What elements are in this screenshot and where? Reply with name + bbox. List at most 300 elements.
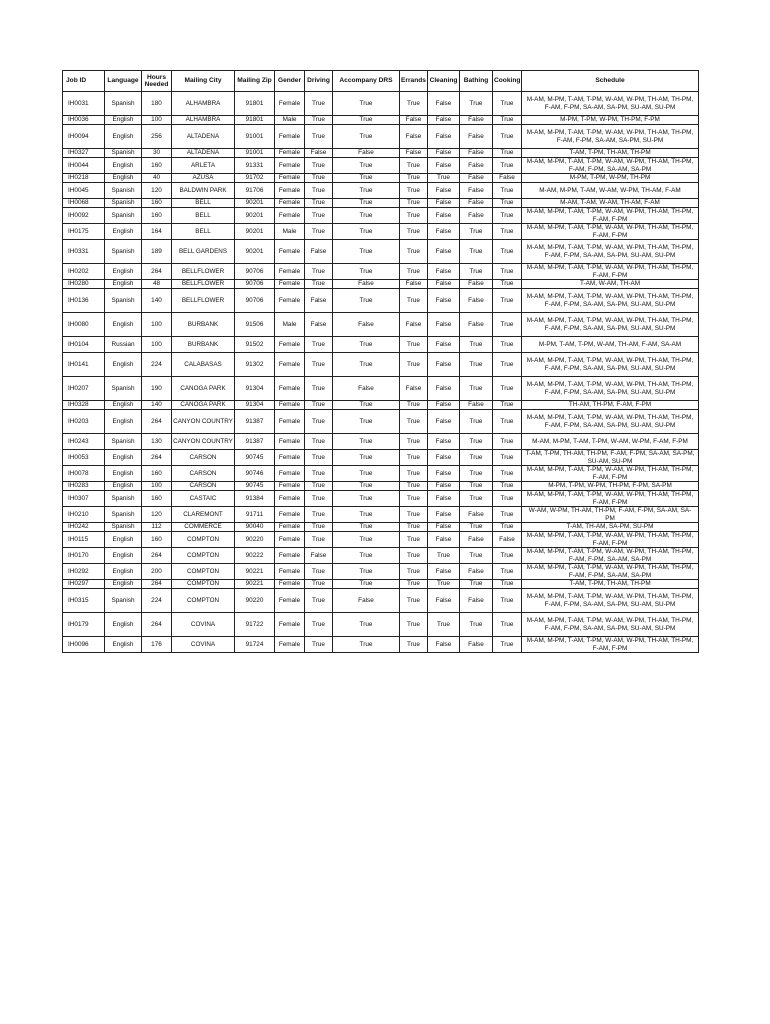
cell-cleaning: False [428, 482, 460, 491]
cell-schedule: T-AM, W-AM, TH-AM [522, 280, 699, 289]
cell-accompany-drs: True [333, 92, 400, 116]
cell-mailing-city: BURBANK [172, 337, 235, 353]
cell-bathing: False [460, 401, 493, 410]
cell-schedule: M-AM, M-PM, T-AM, T-PM, W-AM, W-PM, TH-AM, TH-PM, F-AM, F-PM, SA-AM, SA-PM, SU-AM, SU-PM [522, 410, 699, 434]
cell-bathing: True [460, 434, 493, 450]
cell-mailing-city: BURBANK [172, 313, 235, 337]
cell-mailing-city: ALTADENA [172, 149, 235, 158]
cell-language: English [105, 158, 142, 174]
cell-mailing-zip: 90040 [235, 523, 275, 532]
cell-errands: True [400, 208, 428, 224]
cell-cleaning: False [428, 158, 460, 174]
cell-bathing: False [460, 174, 493, 183]
cell-cooking: True [493, 337, 522, 353]
cell-mailing-zip: 90746 [235, 466, 275, 482]
cell-hours-needed: 140 [142, 289, 172, 313]
cell-bathing: True [460, 450, 493, 466]
cell-cleaning: True [428, 580, 460, 589]
cell-driving: True [305, 116, 333, 125]
cell-accompany-drs: False [333, 313, 400, 337]
cell-accompany-drs: True [333, 466, 400, 482]
cell-mailing-city: CARSON [172, 482, 235, 491]
cell-gender: Female [275, 410, 305, 434]
cell-job-id: IH0036 [63, 116, 105, 125]
cell-cooking: True [493, 401, 522, 410]
cell-language: English [105, 125, 142, 149]
cell-driving: True [305, 92, 333, 116]
cell-accompany-drs: True [333, 401, 400, 410]
header-gender: Gender [275, 71, 305, 92]
cell-mailing-city: COMPTON [172, 580, 235, 589]
cell-job-id: IH0141 [63, 353, 105, 377]
cell-job-id: IH0078 [63, 466, 105, 482]
cell-mailing-city: BALDWIN PARK [172, 183, 235, 199]
table-row [63, 532, 699, 548]
cell-job-id: IH0136 [63, 289, 105, 313]
cell-accompany-drs: True [333, 199, 400, 208]
cell-driving: False [305, 240, 333, 264]
table-row [63, 434, 699, 450]
cell-hours-needed: 100 [142, 116, 172, 125]
cell-language: Spanish [105, 240, 142, 264]
table-row [63, 183, 699, 199]
cell-mailing-zip: 90706 [235, 280, 275, 289]
cell-bathing: True [460, 613, 493, 637]
cell-gender: Female [275, 183, 305, 199]
cell-language: English [105, 174, 142, 183]
cell-driving: True [305, 450, 333, 466]
cell-driving: True [305, 208, 333, 224]
cell-bathing: True [460, 523, 493, 532]
table-row [63, 589, 699, 613]
cell-job-id: IH0307 [63, 491, 105, 507]
cell-driving: True [305, 580, 333, 589]
cell-driving: True [305, 491, 333, 507]
cell-mailing-city: COMPTON [172, 564, 235, 580]
cell-hours-needed: 100 [142, 313, 172, 337]
cell-mailing-city: CALABASAS [172, 353, 235, 377]
table-row [63, 116, 699, 125]
cell-gender: Male [275, 313, 305, 337]
cell-errands: True [400, 523, 428, 532]
cell-schedule: M-AM, M-PM, T-AM, T-PM, W-AM, W-PM, TH-AM, TH-PM, F-AM, F-PM, SA-AM, SA-PM, SU-AM, SU-PM [522, 589, 699, 613]
cell-driving: True [305, 158, 333, 174]
cell-cleaning: False [428, 377, 460, 401]
cell-accompany-drs: True [333, 532, 400, 548]
cell-accompany-drs: True [333, 523, 400, 532]
cell-cooking: True [493, 92, 522, 116]
table-row [63, 564, 699, 580]
cell-accompany-drs: True [333, 125, 400, 149]
cell-job-id: IH0092 [63, 208, 105, 224]
cell-schedule: W-AM, W-PM, TH-AM, TH-PM, F-AM, F-PM, SA-AM, SA-PM [522, 507, 699, 523]
cell-gender: Female [275, 240, 305, 264]
cell-cooking: True [493, 507, 522, 523]
cell-mailing-zip: 90745 [235, 482, 275, 491]
cell-driving: False [305, 548, 333, 564]
cell-errands: True [400, 548, 428, 564]
cell-schedule: M-AM, M-PM, T-AM, T-PM, W-AM, W-PM, F-AM, F-PM [522, 434, 699, 450]
cell-language: Spanish [105, 377, 142, 401]
cell-job-id: IH0175 [63, 224, 105, 240]
cell-errands: True [400, 466, 428, 482]
cell-bathing: False [460, 313, 493, 337]
cell-errands: True [400, 401, 428, 410]
cell-cooking: True [493, 224, 522, 240]
cell-job-id: IH0207 [63, 377, 105, 401]
cell-schedule: T-AM, TH-AM, SA-PM, SU-PM [522, 523, 699, 532]
cell-mailing-city: BELLFLOWER [172, 264, 235, 280]
cell-schedule: M-AM, M-PM, T-AM, T-PM, W-AM, W-PM, TH-AM, TH-PM, F-AM, F-PM [522, 466, 699, 482]
table-row [63, 280, 699, 289]
cell-cooking: True [493, 434, 522, 450]
cell-language: Spanish [105, 589, 142, 613]
cell-bathing: True [460, 482, 493, 491]
cell-mailing-city: CARSON [172, 450, 235, 466]
cell-mailing-city: COMPTON [172, 589, 235, 613]
cell-cleaning: False [428, 264, 460, 280]
cell-accompany-drs: True [333, 264, 400, 280]
cell-cooking: True [493, 580, 522, 589]
cell-job-id: IH0203 [63, 410, 105, 434]
cell-bathing: False [460, 589, 493, 613]
cell-mailing-zip: 91304 [235, 377, 275, 401]
cell-cooking: False [493, 174, 522, 183]
cell-errands: False [400, 313, 428, 337]
table-row [63, 240, 699, 264]
cell-cooking: True [493, 482, 522, 491]
cell-errands: False [400, 149, 428, 158]
table-row [63, 199, 699, 208]
cell-cooking: True [493, 637, 522, 653]
cell-mailing-city: BELL GARDENS [172, 240, 235, 264]
cell-cooking: True [493, 523, 522, 532]
table-row [63, 224, 699, 240]
cell-bathing: False [460, 507, 493, 523]
cell-job-id: IH0104 [63, 337, 105, 353]
cell-gender: Female [275, 149, 305, 158]
cell-driving: True [305, 199, 333, 208]
cell-mailing-city: BELL [172, 224, 235, 240]
cell-driving: True [305, 466, 333, 482]
cell-job-id: IH0202 [63, 264, 105, 280]
cell-language: English [105, 548, 142, 564]
cell-errands: True [400, 337, 428, 353]
cell-driving: True [305, 410, 333, 434]
cell-hours-needed: 256 [142, 125, 172, 149]
cell-mailing-city: CANYON COUNTRY [172, 410, 235, 434]
table-row [63, 613, 699, 637]
cell-mailing-city: CLAREMONT [172, 507, 235, 523]
cell-cleaning: False [428, 313, 460, 337]
cell-mailing-zip: 91387 [235, 434, 275, 450]
cell-cleaning: False [428, 92, 460, 116]
cell-cleaning: False [428, 337, 460, 353]
cell-mailing-zip: 91801 [235, 92, 275, 116]
cell-hours-needed: 140 [142, 401, 172, 410]
cell-gender: Female [275, 491, 305, 507]
cell-cooking: True [493, 199, 522, 208]
cell-mailing-zip: 90221 [235, 564, 275, 580]
cell-driving: True [305, 401, 333, 410]
cell-schedule: T-AM, T-PM, TH-AM, TH-PM [522, 580, 699, 589]
cell-gender: Female [275, 337, 305, 353]
cell-job-id: IH0210 [63, 507, 105, 523]
cell-cleaning: False [428, 491, 460, 507]
cell-driving: False [305, 289, 333, 313]
cell-cooking: True [493, 116, 522, 125]
cell-mailing-zip: 90201 [235, 224, 275, 240]
cell-mailing-zip: 91722 [235, 613, 275, 637]
cell-mailing-city: BELL [172, 199, 235, 208]
cell-accompany-drs: True [333, 289, 400, 313]
cell-accompany-drs: True [333, 637, 400, 653]
cell-language: English [105, 564, 142, 580]
cell-mailing-city: COMPTON [172, 532, 235, 548]
cell-cleaning: False [428, 289, 460, 313]
cell-cooking: True [493, 613, 522, 637]
cell-hours-needed: 264 [142, 264, 172, 280]
cell-driving: True [305, 613, 333, 637]
cell-cleaning: False [428, 637, 460, 653]
cell-bathing: False [460, 289, 493, 313]
cell-job-id: IH0080 [63, 313, 105, 337]
cell-errands: False [400, 116, 428, 125]
cell-schedule: M-AM, M-PM, T-AM, T-PM, W-AM, W-PM, TH-AM, TH-PM, F-AM, F-PM, SA-AM, SA-PM, SU-AM, SU-PM [522, 240, 699, 264]
table-row [63, 548, 699, 564]
cell-job-id: IH0283 [63, 482, 105, 491]
cell-schedule: M-AM, M-PM, T-AM, T-PM, W-AM, W-PM, TH-AM, TH-PM, F-AM, F-PM, SA-AM, SA-PM, SU-PM [522, 125, 699, 149]
table-row [63, 491, 699, 507]
cell-driving: True [305, 507, 333, 523]
cell-language: English [105, 353, 142, 377]
table-row [63, 637, 699, 653]
cell-accompany-drs: False [333, 280, 400, 289]
cell-language: Russian [105, 337, 142, 353]
cell-cleaning: False [428, 466, 460, 482]
cell-gender: Female [275, 532, 305, 548]
cell-schedule: M-AM, M-PM, T-AM, T-PM, W-AM, W-PM, TH-AM, TH-PM, F-AM, F-PM [522, 224, 699, 240]
table-row [63, 264, 699, 280]
cell-accompany-drs: False [333, 589, 400, 613]
header-accompany-drs: Accompany DRS [333, 71, 400, 92]
cell-driving: True [305, 377, 333, 401]
cell-mailing-city: COMMERCE [172, 523, 235, 532]
cell-language: English [105, 224, 142, 240]
cell-hours-needed: 130 [142, 434, 172, 450]
cell-mailing-city: ALTADENA [172, 125, 235, 149]
cell-driving: True [305, 637, 333, 653]
cell-schedule: M-AM, T-AM, W-AM, TH-AM, F-AM [522, 199, 699, 208]
cell-mailing-zip: 91801 [235, 116, 275, 125]
cell-hours-needed: 120 [142, 507, 172, 523]
cell-hours-needed: 264 [142, 450, 172, 466]
cell-mailing-city: ALHAMBRA [172, 116, 235, 125]
cell-driving: True [305, 183, 333, 199]
cell-bathing: True [460, 410, 493, 434]
cell-mailing-city: COVINA [172, 637, 235, 653]
cell-cooking: True [493, 125, 522, 149]
cell-job-id: IH0045 [63, 183, 105, 199]
cell-hours-needed: 224 [142, 589, 172, 613]
cell-language: English [105, 280, 142, 289]
cell-job-id: IH0044 [63, 158, 105, 174]
cell-job-id: IH0115 [63, 532, 105, 548]
cell-mailing-zip: 90706 [235, 264, 275, 280]
cell-errands: True [400, 240, 428, 264]
cell-bathing: False [460, 208, 493, 224]
cell-cooking: True [493, 353, 522, 377]
cell-mailing-zip: 90745 [235, 450, 275, 466]
cell-accompany-drs: True [333, 450, 400, 466]
cell-schedule: M-AM, M-PM, T-AM, T-PM, W-AM, W-PM, TH-AM, TH-PM, F-AM, F-PM, SA-AM, SA-PM, SU-AM, SU-PM [522, 353, 699, 377]
cell-mailing-city: ARLETA [172, 158, 235, 174]
cell-job-id: IH0328 [63, 401, 105, 410]
cell-mailing-zip: 90201 [235, 240, 275, 264]
cell-cooking: True [493, 264, 522, 280]
cell-language: English [105, 482, 142, 491]
cell-mailing-city: CARSON [172, 466, 235, 482]
cell-mailing-city: CASTAIC [172, 491, 235, 507]
cell-gender: Female [275, 377, 305, 401]
cell-gender: Female [275, 289, 305, 313]
cell-hours-needed: 164 [142, 224, 172, 240]
cell-cooking: True [493, 183, 522, 199]
cell-hours-needed: 200 [142, 564, 172, 580]
cell-hours-needed: 189 [142, 240, 172, 264]
cell-gender: Female [275, 589, 305, 613]
cell-errands: True [400, 491, 428, 507]
cell-driving: True [305, 353, 333, 377]
cell-hours-needed: 160 [142, 532, 172, 548]
table-body [63, 92, 699, 653]
table-row [63, 482, 699, 491]
cell-cooking: True [493, 589, 522, 613]
cell-gender: Female [275, 125, 305, 149]
cell-schedule: M-AM, M-PM, T-AM, T-PM, W-AM, W-PM, TH-AM, TH-PM, F-AM, F-PM [522, 532, 699, 548]
cell-gender: Female [275, 523, 305, 532]
cell-schedule: T-AM, T-PM, TH-AM, TH-PM [522, 149, 699, 158]
cell-hours-needed: 160 [142, 199, 172, 208]
cell-cleaning: True [428, 174, 460, 183]
cell-mailing-zip: 90201 [235, 199, 275, 208]
cell-errands: True [400, 183, 428, 199]
cell-hours-needed: 48 [142, 280, 172, 289]
cell-cleaning: False [428, 224, 460, 240]
cell-bathing: True [460, 240, 493, 264]
cell-driving: True [305, 174, 333, 183]
table-row [63, 208, 699, 224]
cell-gender: Female [275, 264, 305, 280]
cell-driving: True [305, 532, 333, 548]
header-schedule: Schedule [522, 71, 699, 92]
cell-gender: Female [275, 92, 305, 116]
cell-language: English [105, 613, 142, 637]
cell-cooking: True [493, 377, 522, 401]
cell-gender: Female [275, 637, 305, 653]
cell-gender: Female [275, 450, 305, 466]
header-bathing: Bathing [460, 71, 493, 92]
cell-mailing-zip: 90221 [235, 580, 275, 589]
table-row [63, 92, 699, 116]
cell-accompany-drs: True [333, 158, 400, 174]
cell-cleaning: False [428, 532, 460, 548]
cell-mailing-zip: 91387 [235, 410, 275, 434]
cell-schedule: T-AM, T-PM, TH-AM, TH-PM, F-AM, F-PM, SA-AM, SA-PM, SU-AM, SU-PM [522, 450, 699, 466]
cell-schedule: M-AM, M-PM, T-AM, T-PM, W-AM, W-PM, TH-AM, TH-PM, F-AM, F-PM, SA-AM, SA-PM [522, 548, 699, 564]
cell-accompany-drs: True [333, 564, 400, 580]
cell-gender: Female [275, 208, 305, 224]
cell-mailing-zip: 91304 [235, 401, 275, 410]
cell-schedule: M-AM, M-PM, T-AM, T-PM, W-AM, W-PM, TH-AM, TH-PM, F-AM, F-PM, SA-AM, SA-PM [522, 564, 699, 580]
cell-cleaning: False [428, 116, 460, 125]
cell-gender: Female [275, 548, 305, 564]
cell-driving: False [305, 313, 333, 337]
cell-mailing-city: BELLFLOWER [172, 289, 235, 313]
cell-language: English [105, 637, 142, 653]
table-row [63, 377, 699, 401]
cell-accompany-drs: True [333, 183, 400, 199]
cell-hours-needed: 160 [142, 491, 172, 507]
cell-errands: True [400, 507, 428, 523]
cell-mailing-zip: 90220 [235, 532, 275, 548]
cell-gender: Female [275, 199, 305, 208]
cell-driving: True [305, 264, 333, 280]
cell-bathing: True [460, 337, 493, 353]
cell-errands: True [400, 158, 428, 174]
cell-schedule: M-AM, M-PM, T-AM, T-PM, W-AM, W-PM, TH-AM, TH-PM, F-AM, F-PM [522, 637, 699, 653]
cell-gender: Female [275, 174, 305, 183]
cell-driving: True [305, 482, 333, 491]
cell-cooking: True [493, 240, 522, 264]
cell-hours-needed: 264 [142, 548, 172, 564]
cell-gender: Male [275, 116, 305, 125]
cell-hours-needed: 180 [142, 92, 172, 116]
cell-bathing: False [460, 116, 493, 125]
cell-bathing: False [460, 199, 493, 208]
cell-cooking: True [493, 564, 522, 580]
cell-hours-needed: 160 [142, 208, 172, 224]
cell-cooking: True [493, 548, 522, 564]
cell-language: Spanish [105, 208, 142, 224]
cell-bathing: True [460, 377, 493, 401]
cell-accompany-drs: True [333, 613, 400, 637]
cell-schedule: TH-AM, TH-PM, F-AM, F-PM [522, 401, 699, 410]
cell-gender: Female [275, 280, 305, 289]
jobs-table [62, 70, 699, 653]
cell-gender: Female [275, 466, 305, 482]
table-row [63, 580, 699, 589]
cell-job-id: IH0031 [63, 92, 105, 116]
cell-driving: True [305, 337, 333, 353]
cell-mailing-zip: 91001 [235, 149, 275, 158]
cell-driving: True [305, 224, 333, 240]
header-errands: Errands [400, 71, 428, 92]
cell-cleaning: False [428, 199, 460, 208]
cell-errands: True [400, 613, 428, 637]
cell-cleaning: False [428, 149, 460, 158]
cell-accompany-drs: False [333, 149, 400, 158]
cell-hours-needed: 100 [142, 337, 172, 353]
cell-language: Spanish [105, 434, 142, 450]
cell-cleaning: False [428, 507, 460, 523]
header-hours-needed: Hours Needed [142, 71, 172, 92]
cell-job-id: IH0280 [63, 280, 105, 289]
cell-bathing: True [460, 224, 493, 240]
cell-accompany-drs: True [333, 240, 400, 264]
table-row [63, 401, 699, 410]
cell-accompany-drs: True [333, 174, 400, 183]
